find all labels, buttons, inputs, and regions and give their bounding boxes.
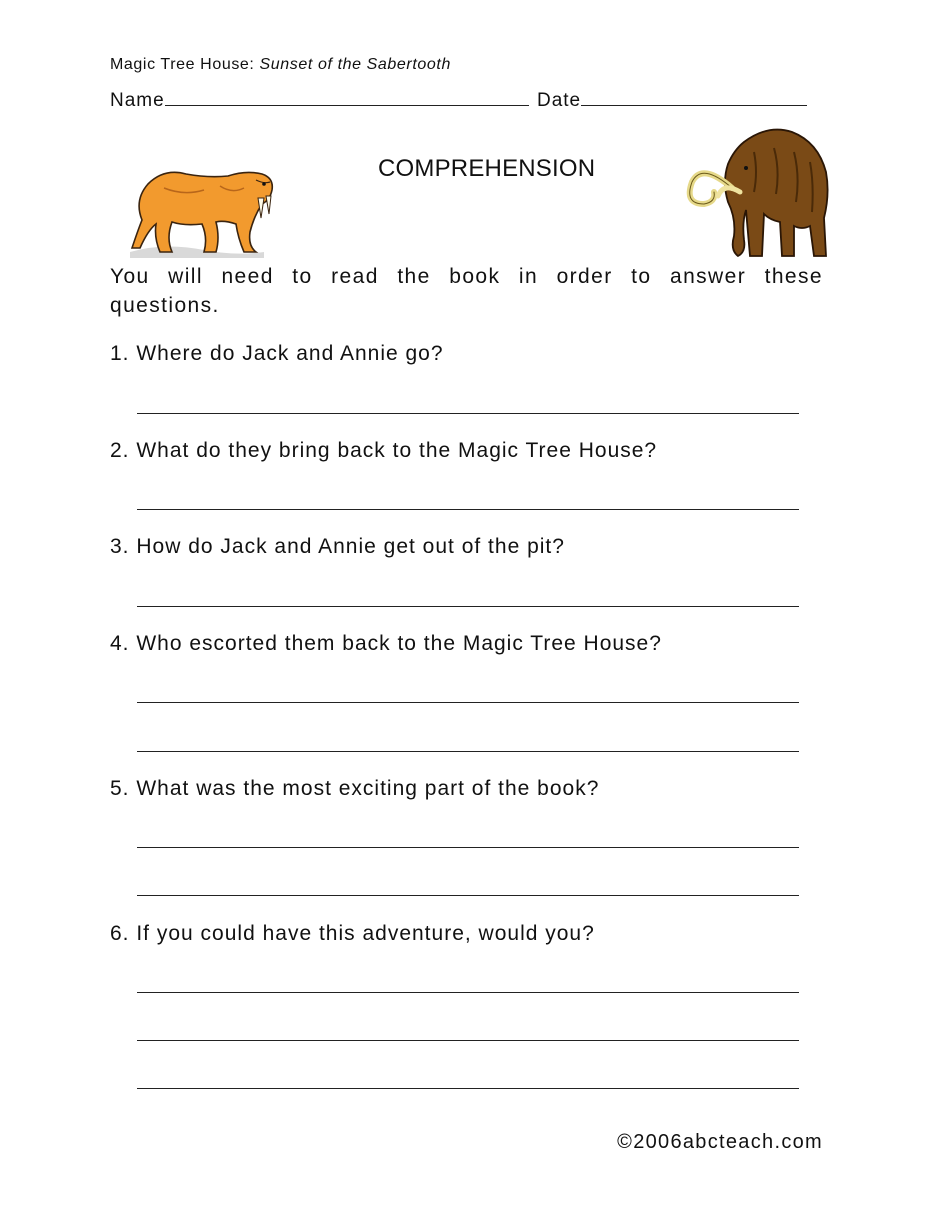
question-1: 1. Where do Jack and Annie go?	[110, 342, 444, 365]
instructions: You will need to read the book in order to answer these questions.	[110, 265, 823, 317]
answer-line-6a[interactable]	[137, 992, 799, 993]
answer-line-6c[interactable]	[137, 1088, 799, 1089]
sabertooth-illustration	[124, 160, 280, 260]
book-title: Sunset of the Sabertooth	[259, 56, 451, 73]
name-label: Name	[110, 90, 165, 111]
copyright-notice: ©2006abcteach.com	[617, 1131, 823, 1153]
answer-line-2a[interactable]	[137, 509, 799, 510]
worksheet-header	[110, 56, 451, 74]
name-date-row	[110, 89, 807, 112]
mammoth-illustration	[684, 122, 832, 264]
answer-line-5b[interactable]	[137, 895, 799, 896]
answer-line-6b[interactable]	[137, 1040, 799, 1041]
question-2: 2. What do they bring back to the Magic Tree House?	[110, 439, 658, 462]
name-field[interactable]	[165, 89, 529, 106]
answer-line-5a[interactable]	[137, 847, 799, 848]
answer-line-4b[interactable]	[137, 751, 799, 752]
date-label: Date	[536, 90, 582, 111]
question-5: 5. What was the most exciting part of the book?	[110, 777, 600, 800]
answer-line-4a[interactable]	[137, 702, 799, 703]
series-name: Magic Tree House:	[110, 56, 260, 73]
answer-line-1a[interactable]	[137, 413, 799, 414]
date-field[interactable]	[581, 89, 807, 106]
question-6: 6. If you could have this adventure, would you?	[110, 922, 595, 945]
question-4: 4. Who escorted them back to the Magic Tree House?	[110, 632, 662, 655]
answer-line-3a[interactable]	[137, 606, 799, 607]
page-title: COMPREHENSION	[378, 155, 596, 182]
question-3: 3. How do Jack and Annie get out of the pit?	[110, 535, 565, 558]
